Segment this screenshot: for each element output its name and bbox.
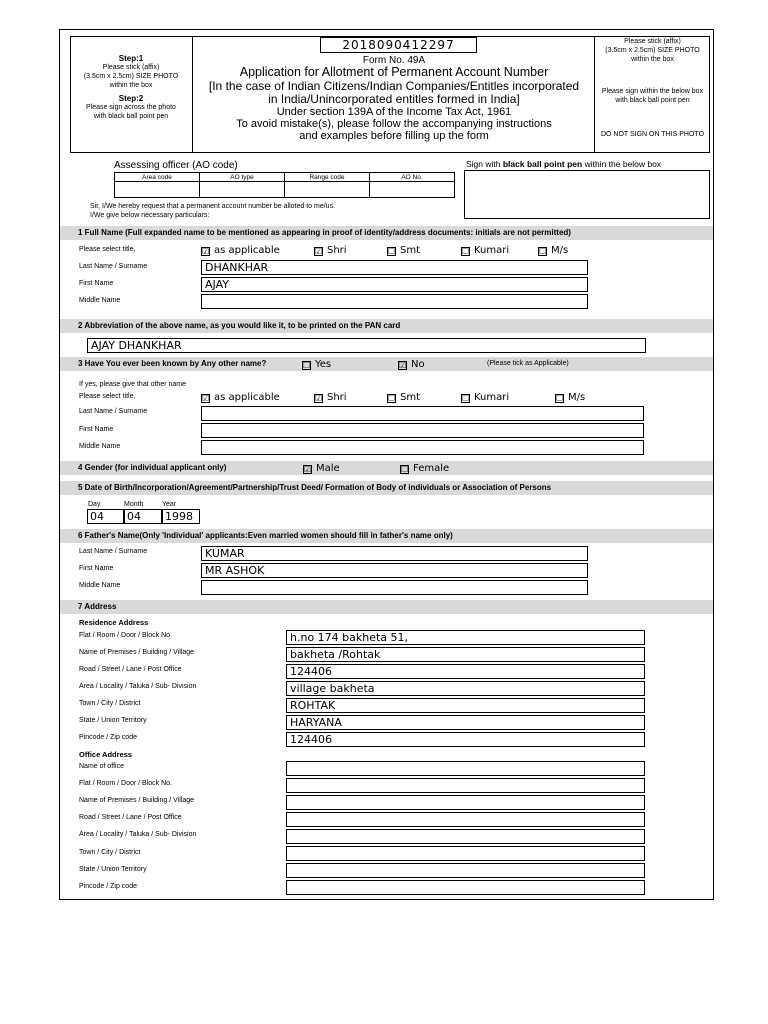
office-flat-label: Flat / Room / Door / Block No. — [79, 780, 172, 787]
form-subtitle: [In the case of Indian Citizens/Indian Companies/Entitles incorporated — [208, 79, 580, 93]
office-flat-field[interactable] — [286, 778, 645, 793]
office-name-field[interactable] — [286, 761, 645, 776]
step2-text: Please sign across the photo — [86, 104, 176, 111]
father-middle-name-field[interactable] — [201, 580, 588, 595]
section-3-heading: 3 Have You ever been known by Any other name? — [60, 357, 713, 371]
option-label: Kumari — [474, 392, 510, 403]
office-area-label: Area / Locality / Taluka / Sub- Division — [79, 831, 197, 838]
checkbox-icon: ☐ — [388, 394, 396, 403]
checkbox-icon: ☑ — [399, 361, 407, 370]
option-label: as applicable — [214, 392, 280, 403]
photo-box-left — [70, 36, 193, 153]
photo-box-right — [594, 36, 710, 153]
residence-area-label: Area / Locality / Taluka / Sub- Division — [79, 683, 197, 690]
section-2-heading: 2 Abbreviation of the above name, as you would like it, to be printed on the PAN card — [60, 319, 713, 333]
middle-name-label: Middle Name — [79, 297, 121, 304]
form-instructions: To avoid mistake(s), please follow the accompanying instructions — [236, 118, 552, 130]
father-middle-name-label: Middle Name — [79, 582, 121, 589]
ao-number-field[interactable] — [370, 182, 455, 198]
form-number: Form No. 49A — [362, 55, 426, 66]
option-label: Female — [413, 463, 450, 474]
sign-instruction — [466, 159, 661, 169]
option-label: No — [411, 359, 425, 370]
photo-right-text: with black ball point pen — [615, 97, 690, 104]
other-title-option-as-applicable[interactable] — [201, 392, 280, 404]
photo-right-text: within the box — [631, 56, 674, 63]
gender-male[interactable] — [303, 463, 340, 475]
step1-text: Please stick (affix) — [102, 64, 160, 71]
other-name-no[interactable] — [398, 359, 425, 371]
checkbox-icon: ☑ — [315, 394, 323, 403]
if-yes-label: If yes, please give that other name — [79, 381, 187, 388]
title-option-ms[interactable] — [538, 245, 568, 257]
ao-col-header: Range code — [285, 173, 370, 182]
section-1-heading: 1 Full Name (Full expanded name to be mentioned as appearing in proof of identity/address documents: initials are not permitted) — [60, 226, 713, 240]
ao-title: Assessing officer (AO code) — [114, 160, 238, 171]
residence-flat-field[interactable]: h.no 174 bakheta 51, — [286, 630, 645, 645]
ao-code-table — [114, 172, 455, 198]
middle-name-field[interactable] — [201, 294, 588, 309]
section-7-heading: 7 Address — [60, 600, 713, 614]
application-number: 2018090412297 — [320, 37, 477, 53]
residence-road-label: Road / Street / Lane / Post Office — [79, 666, 182, 673]
sign-instruction-prefix: Sign with — [466, 159, 503, 169]
other-first-name-field[interactable] — [201, 423, 644, 438]
checkbox-icon: ☑ — [315, 247, 323, 256]
office-state-label: State / Union Territory — [79, 866, 147, 873]
option-label: Shri — [327, 392, 347, 403]
ao-type-field[interactable] — [200, 182, 285, 198]
last-name-label: Last Name / Surname — [79, 263, 148, 270]
dob-year-field[interactable]: 1998 — [162, 509, 200, 524]
other-title-option-shri[interactable] — [314, 392, 347, 404]
checkbox-icon: ☐ — [388, 247, 396, 256]
residence-premises-label: Name of Premises / Building / Village — [79, 649, 195, 656]
option-label: as applicable — [214, 245, 280, 256]
step1-text: within the box — [109, 82, 153, 89]
office-pincode-label: Pincode / Zip code — [79, 883, 137, 890]
first-name-field[interactable]: AJAY — [201, 277, 588, 292]
photo-right-text: Please stick (affix) — [624, 38, 681, 45]
form-act: Under section 139A of the Income Tax Act, 1961 — [276, 106, 512, 118]
photo-right-warning: DO NOT SIGN ON THIS PHOTO — [600, 131, 705, 138]
ao-col-header: Area code — [115, 173, 200, 182]
month-label: Month — [124, 501, 144, 508]
request-text: I/We give below necessary particulars: — [90, 212, 210, 219]
office-name-label: Name of office — [79, 763, 125, 770]
sign-instruction-suffix: within the below box — [582, 159, 662, 169]
checkbox-icon: ☐ — [303, 361, 311, 370]
office-road-field[interactable] — [286, 812, 645, 827]
father-last-name-label: Last Name / Surname — [79, 548, 148, 555]
option-label: M/s — [551, 245, 569, 256]
title-option-as-applicable[interactable] — [201, 245, 280, 257]
checkbox-icon: ☐ — [401, 465, 409, 474]
section-6-heading: 6 Father's Name(Only 'Individual' applicants:Even married women should fill in father's name only) — [60, 529, 713, 543]
option-label: Kumari — [474, 245, 510, 256]
office-town-field[interactable] — [286, 846, 645, 861]
checkbox-icon: ☐ — [539, 247, 547, 256]
form-title: Application for Allotment of Permanent Account Number — [239, 65, 549, 79]
option-label: Yes — [315, 359, 332, 370]
section-5-heading: 5 Date of Birth/Incorporation/Agreement/Partnership/Trust Deed/ Formation of Body of individuals or Association of Persons — [60, 481, 713, 495]
tick-note: (Please tick as Applicable) — [487, 360, 569, 367]
title-option-smt[interactable] — [387, 245, 420, 257]
other-last-name-label: Last Name / Surname — [79, 408, 148, 415]
other-name-yes[interactable] — [302, 359, 331, 371]
residence-flat-label: Flat / Room / Door / Block No. — [79, 632, 172, 639]
father-first-name-field[interactable]: MR ASHOK — [201, 563, 588, 578]
residence-town-label: Town / City / District — [79, 700, 141, 707]
step2-text: with black ball point pen — [93, 113, 169, 120]
step1-text: (3.5cm x 2.5cm) SIZE PHOTO — [83, 73, 179, 80]
select-title-label: Please select title, — [79, 393, 136, 400]
option-label: Male — [316, 463, 340, 474]
signature-box[interactable] — [464, 170, 710, 219]
checkbox-icon: ☐ — [556, 394, 564, 403]
ao-col-header: AO type — [200, 173, 285, 182]
section-4-heading: 4 Gender (for individual applicant only) — [60, 461, 713, 475]
other-title-option-ms[interactable] — [555, 392, 585, 404]
title-option-shri[interactable] — [314, 245, 347, 257]
sign-instruction-bold: black ball point pen — [502, 159, 583, 169]
residence-town-field[interactable]: ROHTAK — [286, 698, 645, 713]
photo-right-text: Please sign within the below box — [601, 88, 704, 95]
option-label: Smt — [400, 245, 421, 256]
checkbox-icon: ☐ — [462, 394, 470, 403]
dob-month-field[interactable]: 04 — [124, 509, 162, 524]
checkbox-icon: ☐ — [462, 247, 470, 256]
option-label: Shri — [327, 245, 347, 256]
select-title-label: Please select title, — [79, 246, 136, 253]
year-label: Year — [162, 501, 177, 508]
first-name-label: First Name — [79, 280, 114, 287]
residence-address-title: Residence Address — [79, 618, 149, 627]
other-middle-name-field[interactable] — [201, 440, 644, 455]
residence-pincode-field[interactable]: 124406 — [286, 732, 645, 747]
father-first-name-label: First Name — [79, 565, 114, 572]
pan-card-name-field[interactable]: AJAY DHANKHAR — [87, 338, 646, 353]
dob-day-field[interactable]: 04 — [87, 509, 124, 524]
request-text: Sir, I/We hereby request that a permanent account number be alloted to me/us. — [90, 203, 336, 210]
residence-premises-field[interactable]: bakheta /Rohtak — [286, 647, 645, 662]
office-premises-label: Name of Premises / Building / Village — [79, 797, 195, 804]
other-middle-name-label: Middle Name — [79, 443, 121, 450]
ao-col-header: AO No. — [370, 173, 455, 182]
office-town-label: Town / City / District — [79, 849, 141, 856]
residence-area-field[interactable]: village bakheta — [286, 681, 645, 696]
form-instructions: and examples before filling up the form — [299, 130, 489, 142]
last-name-field[interactable]: DHANKHAR — [201, 260, 588, 275]
residence-road-field[interactable]: 124406 — [286, 664, 645, 679]
step2-label: Step:2 — [118, 94, 144, 103]
other-title-option-smt[interactable] — [387, 392, 420, 404]
office-road-label: Road / Street / Lane / Post Office — [79, 814, 182, 821]
residence-state-label: State / Union Territory — [79, 717, 147, 724]
residence-state-field[interactable]: HARYANA — [286, 715, 645, 730]
office-premises-field[interactable] — [286, 795, 645, 810]
other-last-name-field[interactable] — [201, 406, 644, 421]
ao-area-code-field[interactable] — [115, 182, 200, 198]
checkbox-icon: ☑ — [202, 394, 210, 403]
day-label: Day — [88, 501, 101, 508]
checkbox-icon: ☑ — [304, 465, 312, 474]
office-address-title: Office Address — [79, 750, 133, 759]
other-first-name-label: First Name — [79, 426, 114, 433]
checkbox-icon: ☑ — [202, 247, 210, 256]
office-state-field[interactable] — [286, 863, 645, 878]
step1-label: Step:1 — [118, 54, 144, 63]
residence-pincode-label: Pincode / Zip code — [79, 734, 137, 741]
option-label: Smt — [400, 392, 421, 403]
photo-right-text: (3.5cm x 2.5cm) SIZE PHOTO — [605, 47, 700, 54]
other-title-option-kumari[interactable] — [461, 392, 509, 404]
title-option-kumari[interactable] — [461, 245, 509, 257]
office-area-field[interactable] — [286, 829, 645, 844]
form-subtitle: in India/Unincorporated entitles formed in India] — [268, 92, 520, 106]
father-last-name-field[interactable]: KUMAR — [201, 546, 588, 561]
gender-female[interactable] — [400, 463, 449, 475]
office-pincode-field[interactable] — [286, 880, 645, 895]
option-label: M/s — [568, 392, 586, 403]
ao-range-code-field[interactable] — [285, 182, 370, 198]
